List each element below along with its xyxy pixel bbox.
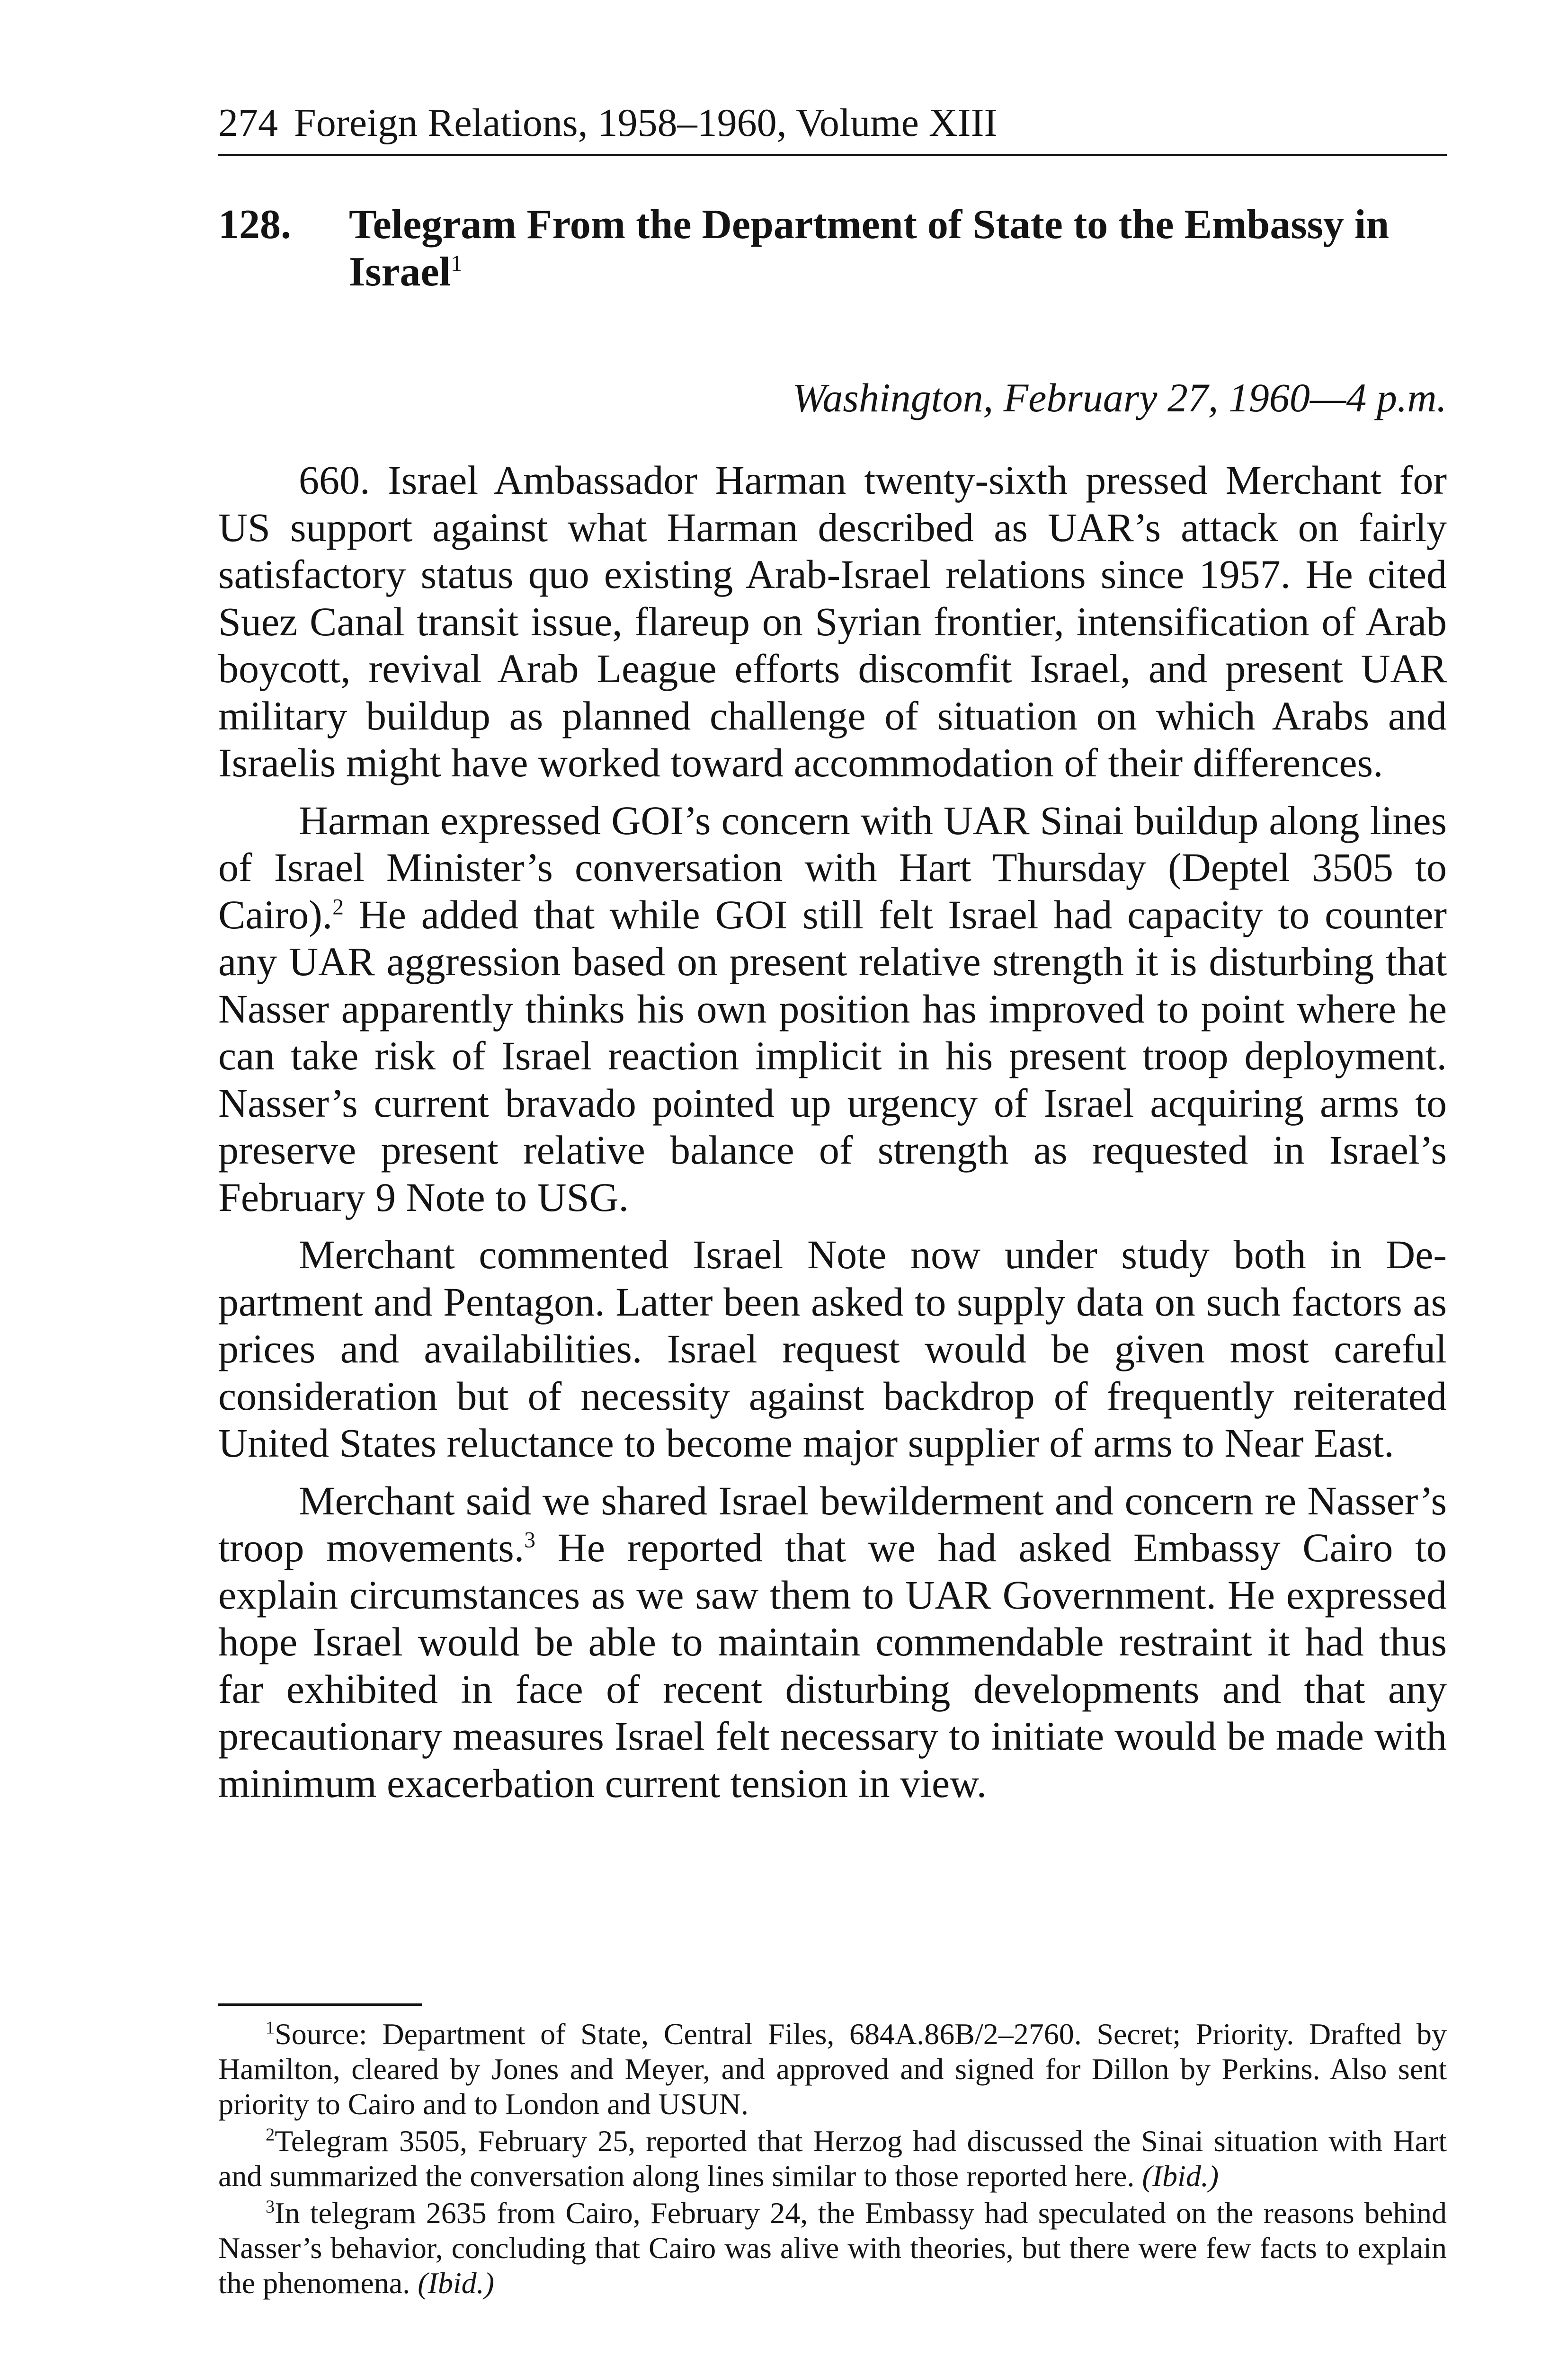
document-number: 128. <box>218 202 291 248</box>
footnote-ref-1[interactable]: 1 <box>451 251 463 276</box>
paragraph-1: 660. Israel Ambassador Harman twenty-sixth pressed Merchant for US support against what Harman described as UAR’s attack on fairly satisfactory status quo existing Arab-Israel relations since 1957. He cited Suez Canal transit issue, flareup on Syrian frontier, intensification of Arab boycott, revival Arab League efforts discomfit Israel, and present UAR military buildup as planned challenge of situation on which Arabs and Israelis might have worked toward accommodation of their differences. <box>218 457 1447 785</box>
footnote-1 <box>218 2017 1447 2122</box>
footnote-2 <box>218 2124 1447 2194</box>
dateline: Washington, February 27, 1960—4 p.m. <box>792 375 1447 420</box>
paragraph-4 <box>218 1477 1447 1807</box>
paragraph-2 <box>218 797 1447 1221</box>
running-title: Foreign Relations, 1958–1960, Volume XIII <box>294 101 998 145</box>
footnote-1-marker: 1 <box>266 2018 275 2038</box>
footnote-3-marker: 3 <box>266 2197 275 2217</box>
page-number: 274 <box>218 101 278 145</box>
footnote-ref-2[interactable]: 2 <box>332 894 344 919</box>
footnotes <box>218 2017 1447 2303</box>
footnote-divider <box>218 2003 422 2006</box>
document-page <box>218 0 1447 2367</box>
footnote-3-text: In telegram 2635 from Cairo, February 24, the Embassy had speculated on the reasons behind Nasser’s behavior, concluding that Cairo was alive with theories, but there were few facts to explain the phenomena. <box>218 2196 1447 2300</box>
paragraph-2-part-a: Harman expressed GOI’s concern with UAR Sinai buildup along lines of Israel Minister’s conversation with Hart Thursday (Deptel 3505 to Cairo). <box>218 797 1447 937</box>
paragraph-3: Merchant commented Israel Note now under study both in Department and Pentagon. Latter been asked to supply data on such factors as prices and availabilities. Israel request would be given most careful consideration but of necessity against backdrop of frequently reiterated United States reluctance to become major supplier of arms to Near East. <box>218 1232 1447 1466</box>
footnote-2-marker: 2 <box>266 2125 275 2145</box>
telegram-body <box>218 457 1447 1817</box>
footnote-ref-3[interactable]: 3 <box>524 1528 535 1553</box>
document-heading <box>218 201 1447 296</box>
footnote-3-ibid: (Ibid.) <box>418 2266 494 2300</box>
footnote-3 <box>218 2196 1447 2301</box>
paragraph-2-part-b: He added that while GOI still felt Israel had capacity to counter any UAR aggression based on present relative strength it is disturbing that Nasser apparently thinks his own position has improved to point where he can take risk of Israel reaction implicit in his present troop deployment. Nasser’s current bravado pointed up urgency of Israel acquiring arms to preserve present relative balance of strength as requested in Israel’s February 9 Note to USG. <box>218 891 1447 1220</box>
paragraph-4-part-a: Merchant said we shared Israel bewilderment and concern re Nasser’s troop movements. <box>218 1477 1447 1570</box>
footnote-2-text: Telegram 3505, February 25, reported that Herzog had discussed the Sinai situation with Hart and summarized the conversation along lines similar to those reported here. <box>218 2124 1447 2193</box>
paragraph-4-part-b: He reported that we had asked Embassy Cairo to explain circumstances as we saw them to UAR Government. He expressed hope Israel would be able to maintain commendable restraint it had thus far exhibited in face of recent disturbing developments and that any precautionary measures Israel felt necessary to initiate would be made with minimum exacerbation current tension in view. <box>218 1525 1447 1806</box>
document-title-text: Telegram From the Department of State to the Embassy in Israel <box>349 202 1390 295</box>
document-title <box>349 201 1447 296</box>
footnote-1-text: Source: Department of State, Central Files, 684A.86B/2–2760. Secret; Priority. Drafted by Hamilton, cleared by Jones and Meyer, and approved and signed for Dillon by Perkins. Also sent priority to Cairo and to London and USUN. <box>218 2017 1447 2121</box>
running-header <box>218 92 1447 156</box>
footnote-2-ibid: (Ibid.) <box>1142 2159 1219 2193</box>
